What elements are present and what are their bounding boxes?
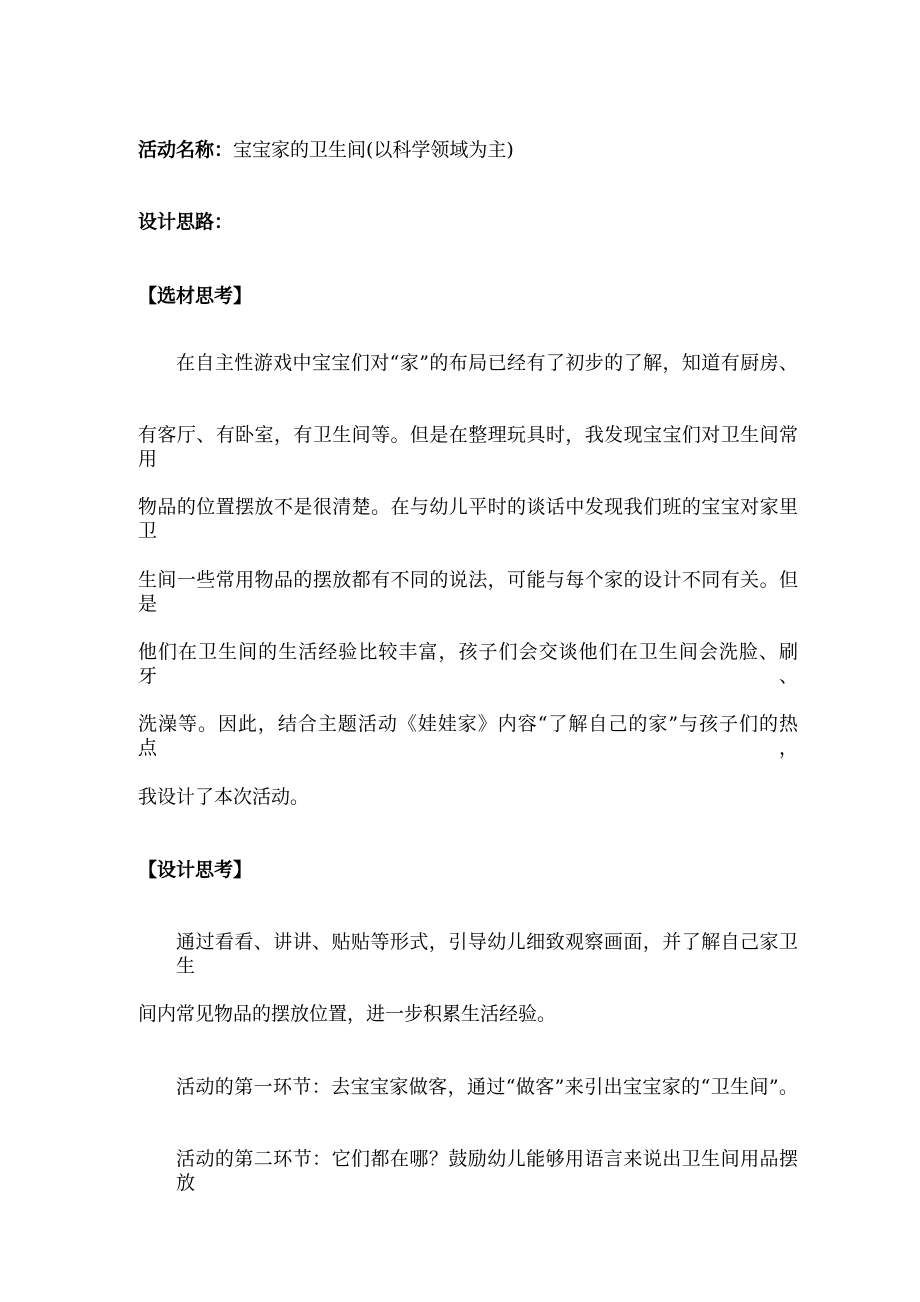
material-paragraph-line: 生间一些常用物品的摆放都有不同的说法，可能与每个家的设计不同有关。但是: [138, 569, 798, 615]
material-paragraph-line: 我设计了本次活动。: [138, 786, 310, 808]
activity-title-line: [138, 138, 798, 162]
design-idea-heading: 设计思路：: [138, 211, 234, 233]
activity-name: 宝宝家的卫生间(以科学领域为主): [233, 139, 514, 161]
activity-step-two: 活动的第二环节：它们都在哪？鼓励幼儿能够用语言来说出卫生间用品摆放: [176, 1148, 798, 1194]
activity-label: 活动名称：: [138, 139, 234, 161]
material-paragraph-line: 他们在卫生间的生活经验比较丰富，孩子们会交谈他们在卫生间会洗脸、刷牙、: [138, 641, 798, 687]
material-paragraph-line: 洗澡等。因此，结合主题活动《娃娃家》内容“了解自己的家”与孩子们的热点，: [138, 713, 798, 759]
material-paragraph-line: 有客厅、有卧室，有卫生间等。但是在整理玩具时，我发现宝宝们对卫生间常用: [138, 424, 798, 470]
material-paragraph-line: 在自主性游戏中宝宝们对“家”的布局已经有了初步的了解，知道有厨房、: [176, 352, 798, 374]
section-design-heading: 【设计思考】: [138, 859, 253, 881]
section-material-heading: 【选材思考】: [138, 285, 253, 307]
activity-step-one: 活动的第一环节：去宝宝家做客，通过“做客”来引出宝宝家的“卫生间”。: [176, 1076, 798, 1098]
material-paragraph-line: 物品的位置摆放不是很清楚。在与幼儿平时的谈话中发现我们班的宝宝对家里卫: [138, 496, 798, 542]
design-paragraph-line: 通过看看、讲讲、贴贴等形式，引导幼儿细致观察画面，并了解自己家卫生: [176, 931, 798, 977]
design-paragraph-line: 间内常见物品的摆放位置，进一步积累生活经验。: [138, 1003, 557, 1025]
